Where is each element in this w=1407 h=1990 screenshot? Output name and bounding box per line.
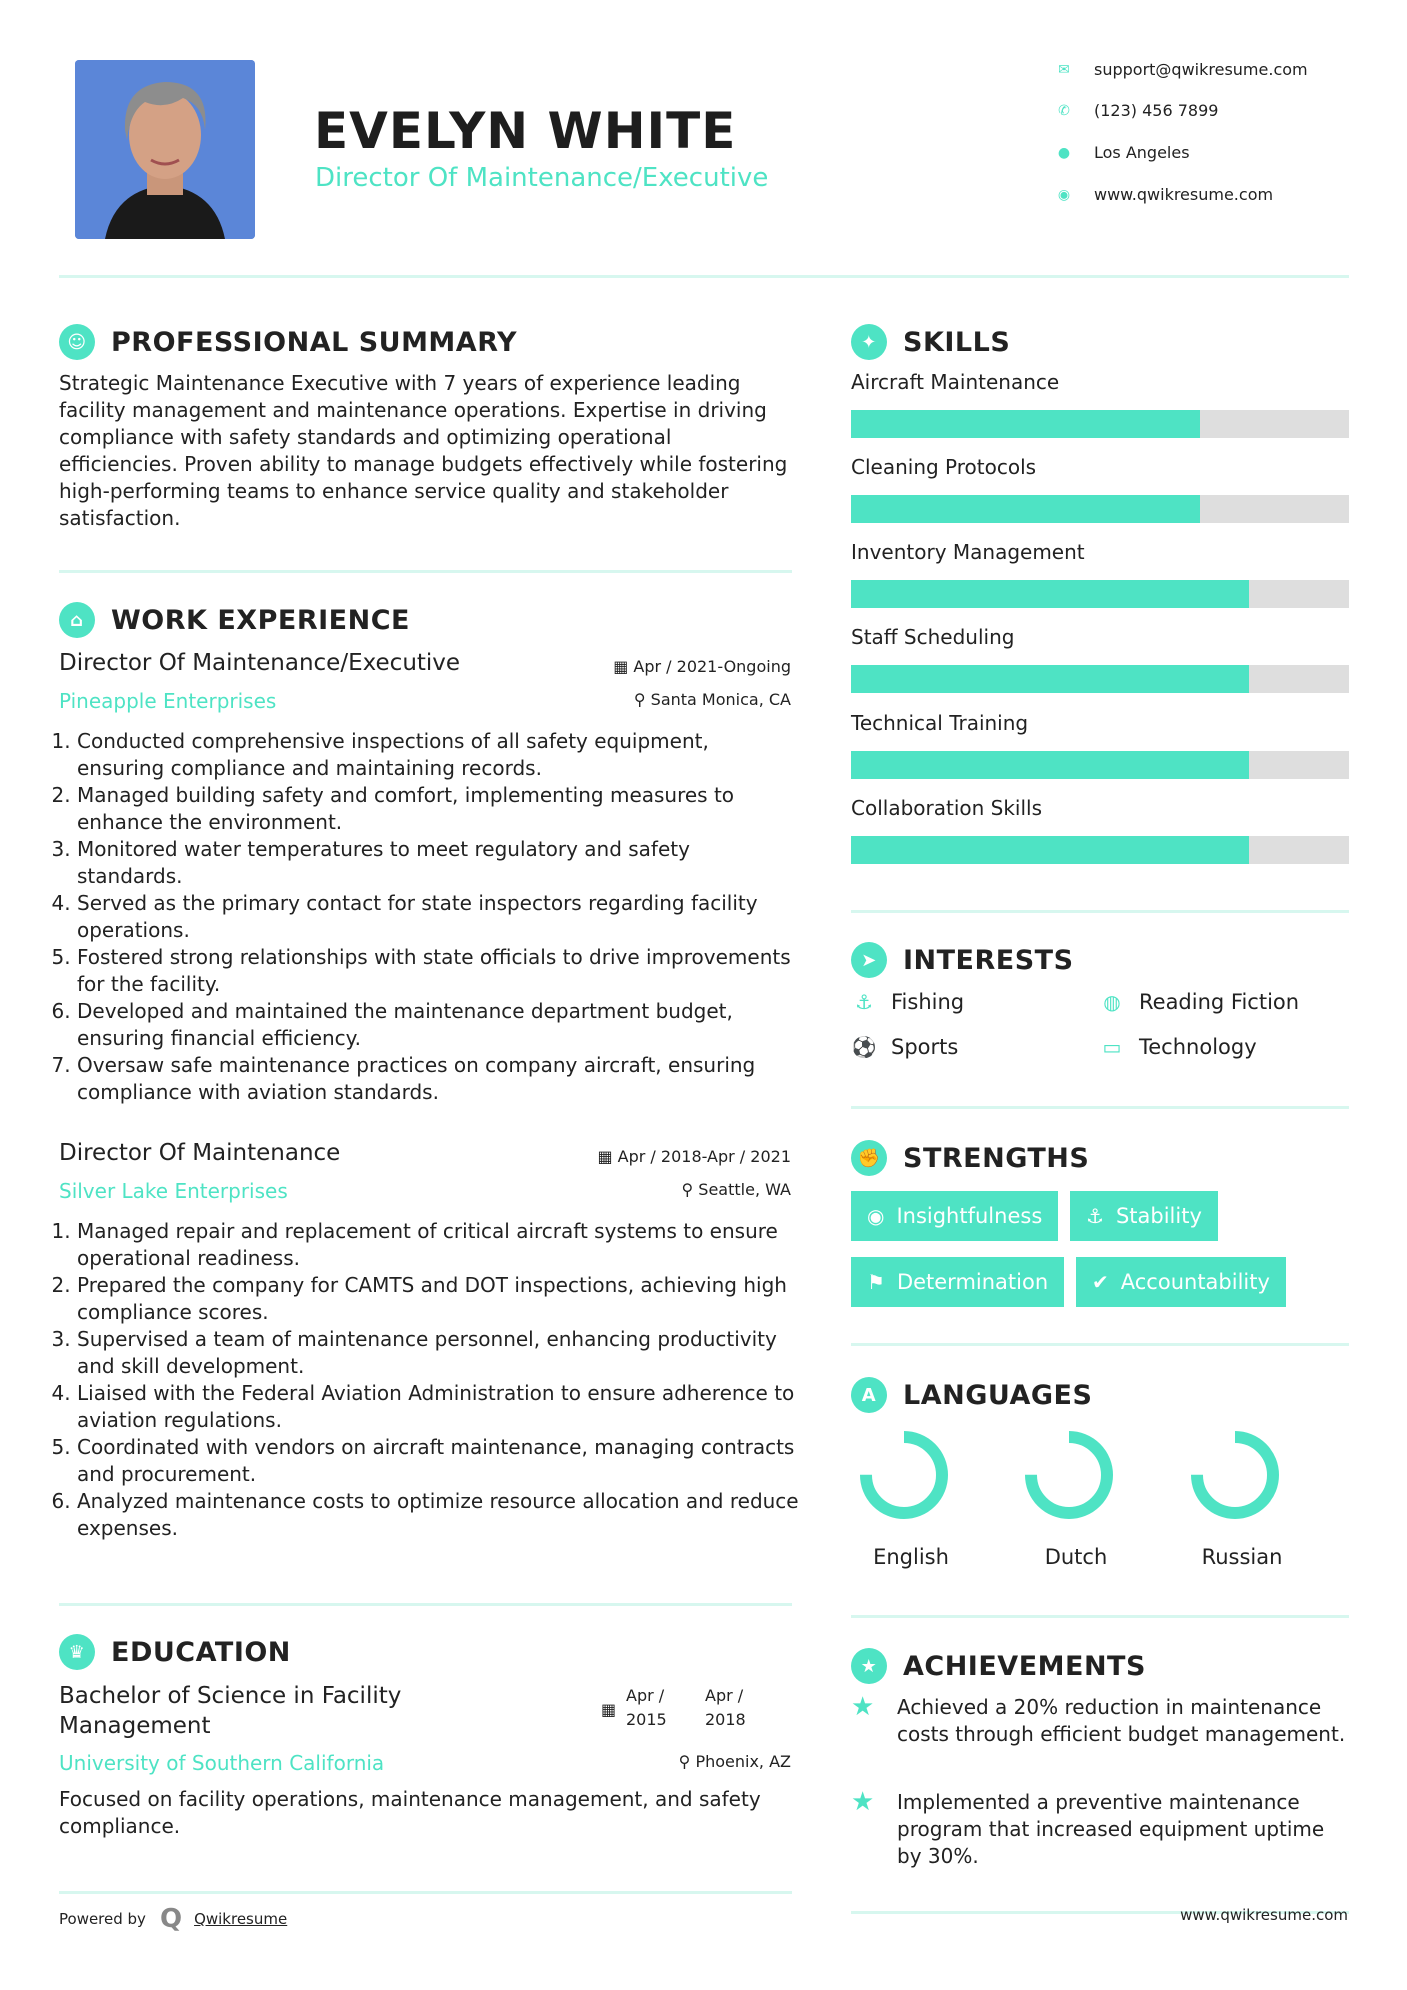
achievements-heading xyxy=(851,1648,1146,1684)
strength-chip xyxy=(1076,1257,1286,1307)
skill-bar xyxy=(851,495,1349,523)
interest-label: Fishing xyxy=(891,990,965,1014)
job-location xyxy=(681,1180,791,1199)
interests-title: INTERESTS xyxy=(903,944,1074,976)
summary-text: Strategic Maintenance Executive with 7 years of experience leading facility management and maintenance operations. Expertise in driving compliance with safety standards and optimizing operational efficiencies. Proven ability to manage budgets effectively while fostering high-performing teams to enhance service quality and stakeholder satisfaction. xyxy=(59,371,788,530)
envelope-icon: ✉ xyxy=(1058,61,1070,78)
email-text: support@qwikresume.com xyxy=(1094,60,1308,79)
languages-divider xyxy=(851,1615,1349,1618)
anchor-icon: ⚓ xyxy=(1086,1204,1104,1228)
list-item: 7. Oversaw safe maintenance practices on company aircraft, ensuring compliance with aviation standards. xyxy=(77,1052,799,1106)
globe-icon: ◉ xyxy=(1057,186,1071,203)
contact-website[interactable] xyxy=(1054,185,1273,204)
anchor-icon: ⚓ xyxy=(855,990,873,1014)
languages-title: LANGUAGES xyxy=(903,1379,1093,1411)
language-ring xyxy=(1197,1437,1273,1513)
job-dates xyxy=(597,1147,791,1166)
location-text: Los Angeles xyxy=(1094,143,1190,162)
interest-item xyxy=(1099,990,1299,1014)
skill-bar-fill xyxy=(851,410,1200,438)
job-dates xyxy=(613,657,791,676)
interests-heading xyxy=(851,942,1074,978)
education-start xyxy=(626,1684,667,1732)
skill-bar xyxy=(851,410,1349,438)
list-item: 3. Supervised a team of maintenance personnel, enhancing productivity and skill development. xyxy=(77,1326,799,1380)
job-company: Pineapple Enterprises xyxy=(59,689,277,713)
strength-chip xyxy=(1070,1191,1218,1241)
language-icon: A xyxy=(851,1377,887,1413)
skill-label: Aircraft Maintenance xyxy=(851,370,1060,394)
strengths-heading xyxy=(851,1140,1089,1176)
job-title: Director Of Maintenance xyxy=(59,1140,341,1166)
contact-email[interactable] xyxy=(1054,60,1308,79)
summary-divider xyxy=(59,570,792,573)
skill-label: Cleaning Protocols xyxy=(851,455,1037,479)
language-ring xyxy=(866,1437,942,1513)
brand-link[interactable]: Qwikresume xyxy=(194,1910,288,1928)
job-title: Director Of Maintenance/Executive xyxy=(59,650,461,676)
strengths-title: STRENGTHS xyxy=(903,1142,1090,1174)
interest-item xyxy=(851,1035,958,1059)
language-label: English xyxy=(873,1545,949,1569)
list-item: 1. Conducted comprehensive inspections of all safety equipment, ensuring compliance and maintaining records. xyxy=(77,728,799,782)
education-end xyxy=(705,1684,746,1732)
skill-bar xyxy=(851,836,1349,864)
skill-bar-fill xyxy=(851,665,1249,693)
fist-icon: ✊ xyxy=(851,1140,887,1176)
summary-heading xyxy=(59,324,517,360)
education-divider xyxy=(59,1891,792,1894)
portrait-image xyxy=(75,60,255,239)
languages-heading xyxy=(851,1377,1092,1413)
skill-bar-fill xyxy=(851,836,1249,864)
list-item: 4. Liaised with the Federal Aviation Administration to ensure adherence to aviation regulations. xyxy=(77,1380,799,1434)
skill-bar-fill xyxy=(851,580,1249,608)
interests-divider xyxy=(851,1106,1349,1109)
job-location-text: Seattle, WA xyxy=(698,1180,791,1199)
check-circle-icon: ✔ xyxy=(1092,1270,1109,1294)
interest-label: Technology xyxy=(1139,1035,1257,1059)
education-heading xyxy=(59,1634,291,1670)
list-item: 3. Monitored water temperatures to meet regulatory and safety standards. xyxy=(77,836,799,890)
interest-item xyxy=(851,990,964,1014)
user-icon: ☺ xyxy=(59,324,95,360)
education-location xyxy=(679,1752,791,1771)
star-badge-icon: ★ xyxy=(851,1648,887,1684)
experience-heading xyxy=(59,602,410,638)
strength-label: Determination xyxy=(896,1270,1049,1294)
achievement-text: Achieved a 20% reduction in maintenance costs through efficient budget management. xyxy=(897,1695,1346,1746)
job-location xyxy=(634,690,791,709)
calendar-icon: ▦ xyxy=(613,657,634,676)
language-rings xyxy=(851,1425,1349,1535)
list-item: 1. Managed repair and replacement of critical aircraft systems to ensure operational readiness. xyxy=(77,1218,799,1272)
skill-label: Technical Training xyxy=(851,711,1029,735)
skill-bar-fill xyxy=(851,751,1249,779)
laptop-icon: ▭ xyxy=(1102,1035,1122,1059)
strength-label: Insightfulness xyxy=(896,1204,1043,1228)
flag-icon: ⚑ xyxy=(867,1270,885,1294)
qwikresume-logo-icon: Q xyxy=(159,1904,183,1934)
job-bullets xyxy=(59,728,799,1106)
calendar-icon: ▦ xyxy=(601,1700,617,1719)
achievements-title: ACHIEVEMENTS xyxy=(903,1650,1146,1682)
interest-item xyxy=(1099,1035,1257,1059)
job-dates-text: Apr / 2018-Apr / 2021 xyxy=(617,1147,791,1166)
phone-icon: ✆ xyxy=(1058,102,1070,119)
candidate-name: EVELYN WHITE xyxy=(314,102,737,160)
experience-divider xyxy=(59,1603,792,1606)
strength-label: Stability xyxy=(1115,1204,1202,1228)
skill-bar xyxy=(851,665,1349,693)
degree-title: Bachelor of Science in Facility Management xyxy=(59,1683,402,1739)
skills-divider xyxy=(851,910,1349,913)
list-item: 2. Managed building safety and comfort, implementing measures to enhance the environment. xyxy=(77,782,799,836)
skills-heading xyxy=(851,324,1010,360)
job-dates-text: Apr / 2021-Ongoing xyxy=(633,657,791,676)
job-bullets xyxy=(59,1218,799,1542)
list-item: 5. Fostered strong relationships with state officials to drive improvements for the facility. xyxy=(77,944,799,998)
paper-plane-icon: ➤ xyxy=(851,942,887,978)
education-text: Focused on facility operations, maintenance management, and safety compliance. xyxy=(59,1787,761,1838)
strength-chip xyxy=(851,1257,1064,1307)
strengths-divider xyxy=(851,1343,1349,1346)
summary-title: PROFESSIONAL SUMMARY xyxy=(111,326,518,358)
contact-location xyxy=(1054,143,1190,162)
education-end-month: Apr / xyxy=(705,1686,744,1705)
lightbulb-icon: ✦ xyxy=(851,324,887,360)
soccer-ball-icon: ⚽ xyxy=(851,1035,877,1059)
star-icon: ★ xyxy=(851,1692,875,1722)
footer-powered xyxy=(59,1904,287,1934)
profile-photo xyxy=(75,60,255,239)
pin-icon: ⚲ xyxy=(678,1752,696,1771)
strength-chip xyxy=(851,1191,1058,1241)
eye-icon: ◉ xyxy=(867,1204,885,1228)
language-ring xyxy=(1031,1437,1107,1513)
graduate-icon: ♛ xyxy=(59,1634,95,1670)
interest-label: Reading Fiction xyxy=(1139,990,1300,1014)
interest-label: Sports xyxy=(891,1035,959,1059)
skills-title: SKILLS xyxy=(903,326,1011,358)
gamepad-icon: ◍ xyxy=(1103,990,1121,1014)
footer-website[interactable]: www.qwikresume.com xyxy=(1180,1906,1348,1924)
achievement-item xyxy=(851,1789,1349,1870)
language-label: Russian xyxy=(1201,1545,1283,1569)
list-item: 6. Developed and maintained the maintenance department budget, ensuring financial efficiency. xyxy=(77,998,799,1052)
education-title: EDUCATION xyxy=(111,1636,291,1668)
pin-icon: ⚲ xyxy=(681,1180,699,1199)
skill-bar xyxy=(851,751,1349,779)
skill-bar xyxy=(851,580,1349,608)
education-start-month: Apr / xyxy=(626,1686,665,1705)
experience-title: WORK EXPERIENCE xyxy=(111,604,410,636)
list-item: 6. Analyzed maintenance costs to optimize resource allocation and reduce expenses. xyxy=(77,1488,799,1542)
education-location-text: Phoenix, AZ xyxy=(695,1752,791,1771)
website-text: www.qwikresume.com xyxy=(1094,185,1274,204)
achievement-item xyxy=(851,1694,1349,1748)
achievement-text: Implemented a preventive maintenance program that increased equipment uptime by 30%. xyxy=(897,1790,1325,1868)
strength-label: Accountability xyxy=(1120,1270,1270,1294)
skill-label: Inventory Management xyxy=(851,540,1085,564)
skill-bar-fill xyxy=(851,495,1200,523)
skill-label: Collaboration Skills xyxy=(851,796,1043,820)
education-end-year: 2018 xyxy=(705,1710,746,1729)
contact-phone[interactable] xyxy=(1054,101,1218,120)
chair-icon: ⌂ xyxy=(59,602,95,638)
list-item: 4. Served as the primary contact for state inspectors regarding facility operations. xyxy=(77,890,799,944)
job-company: Silver Lake Enterprises xyxy=(59,1179,288,1203)
list-item: 5. Coordinated with vendors on aircraft maintenance, managing contracts and procurement. xyxy=(77,1434,799,1488)
skill-label: Staff Scheduling xyxy=(851,625,1015,649)
calendar-icon: ▦ xyxy=(597,1147,618,1166)
candidate-role: Director Of Maintenance/Executive xyxy=(315,163,769,193)
school-name: University of Southern California xyxy=(59,1751,385,1775)
education-start-year: 2015 xyxy=(626,1710,667,1729)
job-location-text: Santa Monica, CA xyxy=(650,690,791,709)
language-label: Dutch xyxy=(1044,1545,1108,1569)
list-item: 2. Prepared the company for CAMTS and DOT inspections, achieving high compliance scores. xyxy=(77,1272,799,1326)
header-divider xyxy=(59,275,1349,278)
pin-icon: ⚲ xyxy=(633,690,651,709)
map-pin-icon: ● xyxy=(1057,144,1071,161)
star-icon: ★ xyxy=(851,1787,875,1817)
powered-by-text: Powered by xyxy=(59,1910,146,1928)
phone-text: (123) 456 7899 xyxy=(1094,101,1219,120)
